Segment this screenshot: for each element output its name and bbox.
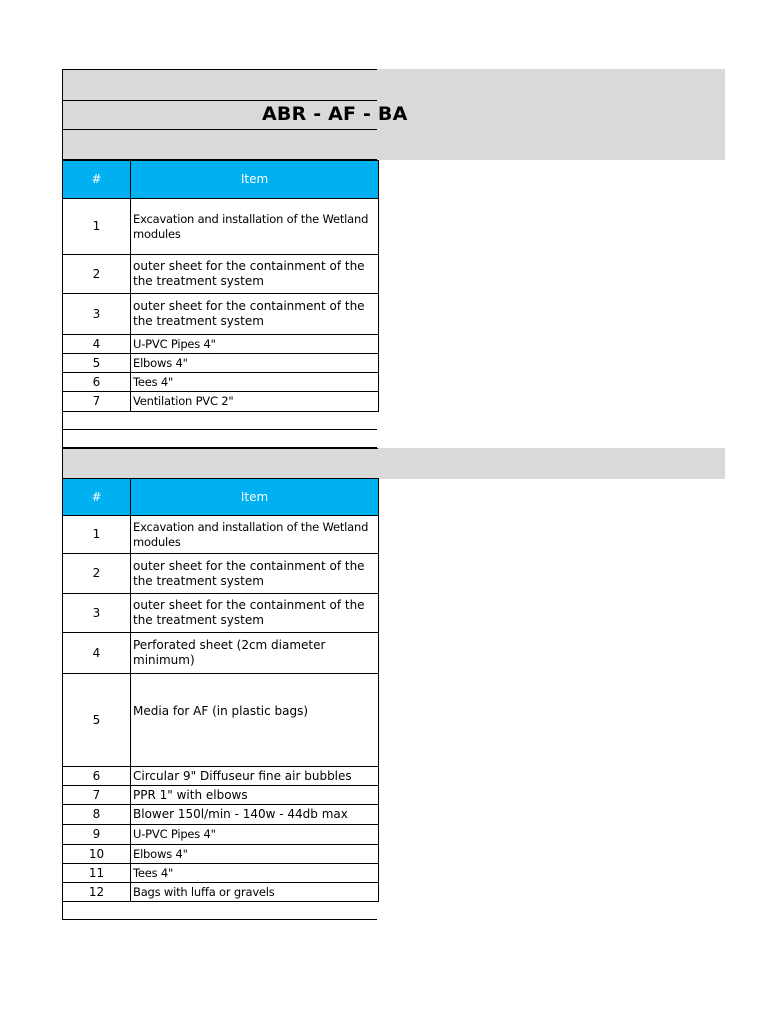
table-row[interactable]: [63, 392, 379, 412]
row-num: 12: [63, 883, 131, 902]
row-num: 11: [63, 864, 131, 883]
table-row[interactable]: [63, 845, 379, 864]
row-num: 1: [63, 516, 131, 554]
row-item: Media for AF (in plastic bags): [131, 674, 379, 767]
row-num: 4: [63, 633, 131, 674]
row-item: Elbows 4": [131, 845, 379, 864]
col-header-num: #: [63, 161, 131, 199]
row-num: 3: [63, 294, 131, 335]
table-row[interactable]: [63, 335, 379, 354]
items-table-1: [62, 160, 379, 412]
row-item: outer sheet for the containment of the the treatment system: [131, 594, 379, 633]
row-item: U-PVC Pipes 4": [131, 335, 379, 354]
row-item: U-PVC Pipes 4": [131, 825, 379, 845]
section-divider: [62, 448, 378, 480]
empty-row: [62, 429, 377, 448]
title-row: [62, 100, 408, 130]
row-item: Excavation and installation of the Wetland modules: [131, 199, 379, 255]
table-row[interactable]: [63, 674, 379, 767]
row-item: outer sheet for the containment of the the treatment system: [131, 554, 379, 594]
sheet-title: ABR - AF - BA: [262, 103, 408, 125]
table-row[interactable]: [63, 373, 379, 392]
row-num: 6: [63, 373, 131, 392]
col-header-item: Item: [131, 161, 379, 199]
row-item: Tees 4": [131, 373, 379, 392]
row-num: 5: [63, 354, 131, 373]
table-row[interactable]: [63, 825, 379, 845]
items-table-2: [62, 478, 379, 902]
table-row[interactable]: [63, 255, 379, 294]
table-row[interactable]: [63, 199, 379, 255]
row-num: 2: [63, 255, 131, 294]
row-item: Perforated sheet (2cm diameter minimum): [131, 633, 379, 674]
row-item: outer sheet for the containment of the the treatment system: [131, 294, 379, 335]
row-num: 8: [63, 805, 131, 825]
row-item: Bags with luffa or gravels: [131, 883, 379, 902]
table-row[interactable]: [63, 354, 379, 373]
table-row[interactable]: [63, 864, 379, 883]
row-item: Tees 4": [131, 864, 379, 883]
row-num: 5: [63, 674, 131, 767]
row-num: 6: [63, 767, 131, 786]
table-header-row: [63, 161, 379, 199]
row-item: Blower 150l/min - 140w - 44db max: [131, 805, 379, 825]
table-row[interactable]: [63, 516, 379, 554]
row-num: 4: [63, 335, 131, 354]
col-header-num: #: [63, 479, 131, 516]
row-item: Circular 9" Diffuseur fine air bubbles: [131, 767, 379, 786]
row-num: 7: [63, 392, 131, 412]
row-num: 3: [63, 594, 131, 633]
row-num: 9: [63, 825, 131, 845]
row-item: Elbows 4": [131, 354, 379, 373]
table-row[interactable]: [63, 294, 379, 335]
row-item: PPR 1" with elbows: [131, 786, 379, 805]
empty-row: [62, 900, 377, 920]
empty-row: [62, 411, 377, 430]
row-item: outer sheet for the containment of the the treatment system: [131, 255, 379, 294]
table-row[interactable]: [63, 805, 379, 825]
table-row[interactable]: [63, 594, 379, 633]
table-row[interactable]: [63, 633, 379, 674]
row-num: 1: [63, 199, 131, 255]
col-header-item: Item: [131, 479, 379, 516]
row-num: 2: [63, 554, 131, 594]
row-item: Excavation and installation of the Wetland modules: [131, 516, 379, 554]
table-header-row: [63, 479, 379, 516]
row-num: 10: [63, 845, 131, 864]
table-row[interactable]: [63, 554, 379, 594]
table-row[interactable]: [63, 883, 379, 902]
row-item: Ventilation PVC 2": [131, 392, 379, 412]
table-row[interactable]: [63, 786, 379, 805]
table-row[interactable]: [63, 767, 379, 786]
row-num: 7: [63, 786, 131, 805]
